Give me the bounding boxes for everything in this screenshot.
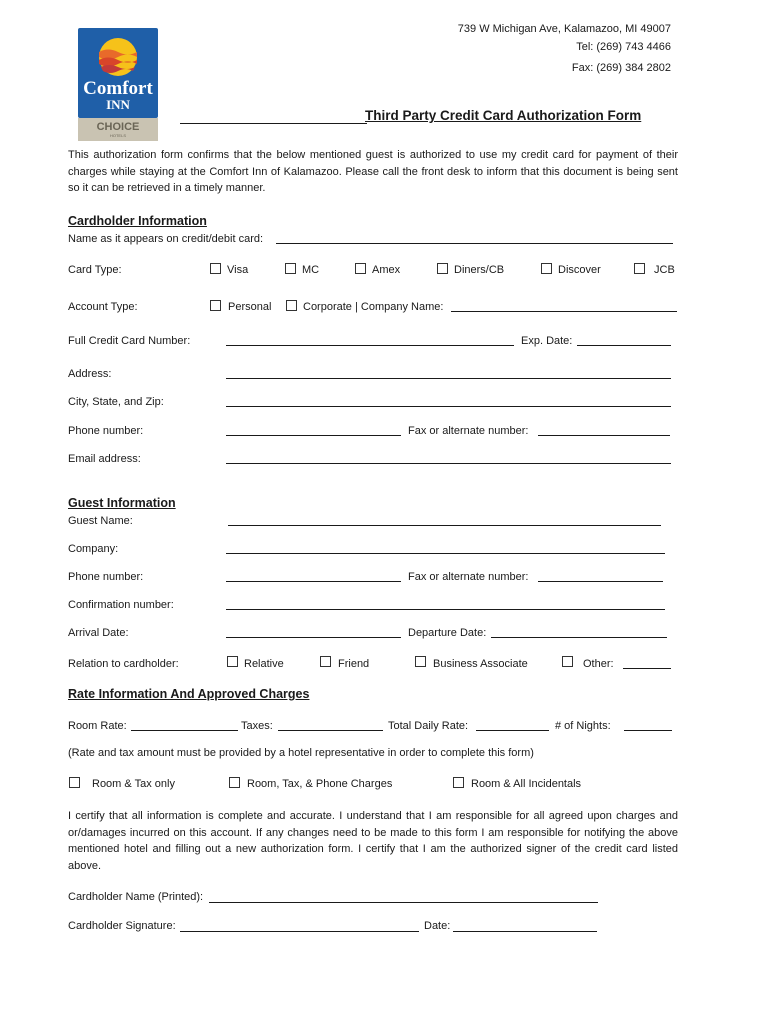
other-field[interactable] [623, 668, 671, 669]
amex-label: Amex [372, 264, 401, 276]
cardholder-printed-name-field[interactable] [209, 902, 598, 903]
guest-company-field[interactable] [226, 553, 665, 554]
relative-checkbox[interactable] [227, 656, 238, 667]
signature-date-field[interactable] [453, 931, 597, 932]
business-associate-label: Business Associate [433, 658, 528, 670]
guest-fax-field[interactable] [538, 581, 663, 582]
logo-brand-line1: Comfort [83, 78, 153, 99]
taxes-label: Taxes: [241, 720, 273, 732]
jcb-label: JCB [654, 264, 675, 276]
room-rate-field[interactable] [131, 730, 238, 731]
confirmation-field[interactable] [226, 609, 665, 610]
cardholder-address-field[interactable] [226, 378, 671, 379]
cardholder-phone-field[interactable] [226, 435, 401, 436]
logo-brand-line2: INN [106, 97, 130, 112]
guest-phone-field[interactable] [226, 581, 401, 582]
arrival-date-field[interactable] [226, 637, 401, 638]
exp-date-field[interactable] [577, 345, 671, 346]
personal-label: Personal [228, 301, 272, 313]
hotel-fax: Fax: (269) 384 2802 [571, 62, 671, 74]
cardholder-fax-field[interactable] [538, 435, 670, 436]
other-label: Other: [583, 658, 614, 670]
card-number-label: Full Credit Card Number: [68, 335, 191, 347]
rate-note: (Rate and tax amount must be provided by a hotel representative in order to complete this form) [68, 747, 534, 759]
hotel-address: 739 W Michigan Ave, Kalamazoo, MI 49007 [457, 23, 671, 35]
room-rate-label: Room Rate: [68, 720, 127, 732]
relative-label: Relative [244, 658, 284, 670]
cardholder-name-label: Name as it appears on credit/debit card: [68, 233, 264, 245]
guest-company-label: Company: [68, 543, 119, 555]
total-daily-rate-label: Total Daily Rate: [388, 720, 469, 732]
exp-date-label: Exp. Date: [521, 335, 573, 347]
cardholder-email-field[interactable] [226, 463, 671, 464]
mc-checkbox[interactable] [285, 263, 296, 274]
account-type-label: Account Type: [68, 301, 138, 313]
guest-name-field[interactable] [228, 525, 661, 526]
city-state-zip-field[interactable] [226, 406, 671, 407]
guest-name-label: Guest Name: [68, 515, 133, 527]
company-name-field[interactable] [451, 311, 677, 312]
visa-checkbox[interactable] [210, 263, 221, 274]
card-type-label: Card Type: [68, 264, 122, 276]
room-tax-only-label: Room & Tax only [92, 778, 175, 790]
personal-checkbox[interactable] [210, 300, 221, 311]
discover-label: Discover [558, 264, 601, 276]
business-associate-checkbox[interactable] [415, 656, 426, 667]
departure-date-field[interactable] [491, 637, 667, 638]
friend-checkbox[interactable] [320, 656, 331, 667]
taxes-field[interactable] [278, 730, 383, 731]
cardholder-printed-name-label: Cardholder Name (Printed): [68, 891, 204, 903]
cardholder-phone-label: Phone number: [68, 425, 144, 437]
nights-label: # of Nights: [555, 720, 611, 732]
other-checkbox[interactable] [562, 656, 573, 667]
friend-label: Friend [338, 658, 370, 670]
mc-label: MC [302, 264, 320, 276]
nights-field[interactable] [624, 730, 672, 731]
confirmation-label: Confirmation number: [68, 599, 174, 611]
amex-checkbox[interactable] [355, 263, 366, 274]
corporate-label: Corporate | Company Name: [303, 301, 444, 313]
page-title: Third Party Credit Card Authorization Form [365, 108, 642, 123]
comfort-inn-logo [78, 28, 158, 141]
logo-parent-brand: CHOICE [96, 121, 140, 133]
cardholder-signature-field[interactable] [180, 931, 419, 932]
rate-heading: Rate Information And Approved Charges [68, 687, 310, 701]
visa-label: Visa [227, 264, 249, 276]
departure-date-label: Departure Date: [408, 627, 487, 639]
guest-phone-label: Phone number: [68, 571, 144, 583]
cardholder-name-field[interactable] [276, 243, 673, 244]
intro-paragraph: This authorization form confirms that the below mentioned guest is authorized to use my credit card for payment of their charges while staying at the Comfort Inn of Kalamazoo. Please call the front desk to inform that this document is being sent so it can be retrieved in a timely manner. [68, 149, 678, 194]
logo-parent-sub: HOTELS [109, 133, 126, 138]
signature-date-label: Date: [424, 920, 451, 932]
jcb-checkbox[interactable] [634, 263, 645, 274]
cardholder-heading: Cardholder Information [68, 214, 207, 228]
room-tax-phone-label: Room, Tax, & Phone Charges [247, 778, 393, 790]
cardholder-signature-label: Cardholder Signature: [68, 920, 176, 932]
relation-label: Relation to cardholder: [68, 658, 179, 670]
room-all-incidentals-checkbox[interactable] [453, 777, 464, 788]
diners-label: Diners/CB [454, 264, 505, 276]
room-tax-phone-checkbox[interactable] [229, 777, 240, 788]
cardholder-fax-label: Fax or alternate number: [408, 425, 529, 437]
room-all-incidentals-label: Room & All Incidentals [471, 778, 582, 790]
diners-checkbox[interactable] [437, 263, 448, 274]
guest-fax-label: Fax or alternate number: [408, 571, 529, 583]
discover-checkbox[interactable] [541, 263, 552, 274]
guest-heading: Guest Information [68, 496, 176, 510]
city-state-zip-label: City, State, and Zip: [68, 396, 164, 408]
total-daily-rate-field[interactable] [476, 730, 549, 731]
certification-paragraph: I certify that all information is complete and accurate. I understand that I am responsible for all agreed upon charges and or/damages incurred on this account. If any changes need to be made to this form I am responsible for notifying the above mentioned hotel and filling out a new authorization form. I certify that I am the authorized signer of the credit card listed above. [68, 810, 678, 872]
arrival-date-label: Arrival Date: [68, 627, 129, 639]
cardholder-address-label: Address: [68, 368, 112, 380]
hotel-phone: Tel: (269) 743 4466 [576, 41, 671, 53]
cardholder-email-label: Email address: [68, 453, 141, 465]
room-tax-only-checkbox[interactable] [69, 777, 80, 788]
title-rule [180, 123, 367, 124]
corporate-checkbox[interactable] [286, 300, 297, 311]
card-number-field[interactable] [226, 345, 514, 346]
